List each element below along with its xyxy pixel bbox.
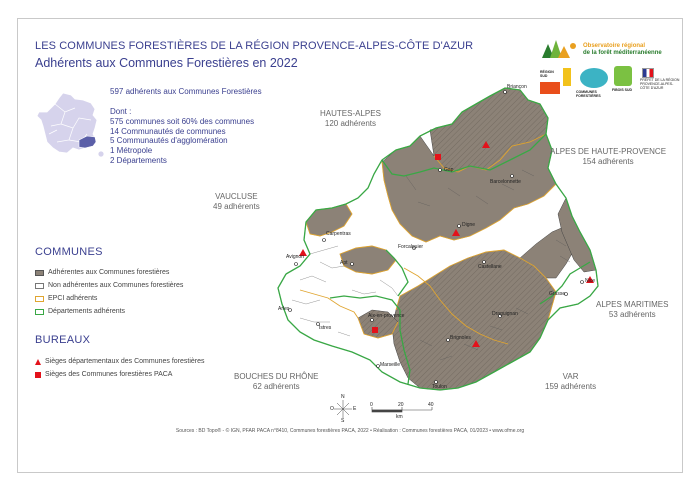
city-label: Carpentras	[326, 231, 351, 237]
square-icon	[35, 372, 41, 378]
legend-communes-title: COMMUNES	[35, 246, 103, 258]
scale-unit: km	[396, 414, 403, 420]
communes-forestieres-text: COMMUNES FORESTIÈRES	[576, 90, 601, 98]
compass-north: N	[341, 394, 345, 400]
legend-item-members	[35, 269, 169, 276]
city-label: Istres	[319, 325, 332, 331]
dept-count: 53 adhérents	[608, 310, 656, 319]
compass-east: E	[353, 406, 357, 412]
breakdown-line: 1 Métropole	[110, 146, 153, 156]
map-subtitle: Adhérents aux Communes Forestières en 2022	[35, 56, 298, 70]
breakdown-line: 14 Communautés de communes	[110, 126, 226, 136]
legend-item-departmental-office	[35, 358, 205, 365]
city-label: Marseille	[380, 362, 401, 368]
sources-footer: Sources : BD Topo® - © IGN, PFAR PACA n°8410, Communes forestières PACA, 2022 • Réalisation : Communes forestières PACA, 01/2023 • www.ofme.org	[175, 428, 525, 434]
dept-name: VAR	[562, 372, 579, 381]
scale-label: 40	[428, 402, 434, 408]
city-label: Grasse	[549, 291, 566, 297]
legend-label: Sièges départementaux des Communes forestières	[45, 358, 205, 365]
flag-icon	[563, 68, 571, 86]
legend-swatch-department	[35, 309, 44, 315]
legend-item-non-members	[35, 282, 183, 289]
legend-label: Non adhérentes aux Communes forestières	[48, 282, 184, 289]
dept-count: 62 adhérents	[252, 382, 300, 391]
dept-name: ALPES MARITIMES	[596, 300, 669, 309]
fibois-text: FIBOIS SUD	[612, 88, 633, 92]
compass-south: S	[341, 418, 345, 424]
observatoire-title: Observatoire régional	[583, 43, 646, 49]
dept-count: 154 adhérents	[582, 157, 634, 166]
legend-label: EPCI adhérents	[48, 295, 98, 302]
dept-label-bouches-du-rhone	[234, 372, 318, 392]
communes-forestieres-logo	[580, 68, 608, 88]
dept-count: 120 adhérents	[324, 119, 377, 128]
city-label: Arles	[278, 306, 290, 312]
partner-logos	[540, 38, 680, 100]
city-label: Aix-en-provence	[368, 313, 405, 319]
dept-label-alpes-maritimes	[596, 300, 668, 320]
compass-west: O	[330, 406, 334, 412]
legend-item-epci	[35, 295, 97, 302]
map-title: LES COMMUNES FORESTIÈRES DE LA RÉGION PROVENCE-ALPES-CÔTE D'AZUR	[35, 40, 474, 52]
legend-swatch-white	[35, 283, 44, 289]
legend-label: Adhérentes aux Communes forestières	[48, 269, 170, 276]
breakdown-intro: Dont :	[110, 107, 132, 116]
prefet-flag-icon	[642, 68, 654, 78]
dept-count: 49 adhérents	[213, 202, 260, 211]
fibois-logo	[614, 66, 632, 86]
legend-label: Sièges des Communes forestières PACA	[45, 371, 173, 378]
breakdown-line: 2 Départements	[110, 155, 167, 165]
dept-label-alpes-de-haute-provence	[550, 147, 666, 167]
city-label: Nice	[585, 278, 596, 284]
legend-swatch-epci	[35, 296, 44, 302]
region-sud-text: RÉGION SUD	[540, 70, 554, 78]
dept-label-vaucluse	[213, 192, 260, 212]
city-label: Gap	[444, 167, 454, 173]
dept-count: 159 adhérents	[545, 382, 597, 391]
city-label: Brignoles	[450, 335, 471, 341]
dept-name: HAUTES-ALPES	[320, 109, 381, 118]
city-label: Avignon	[286, 254, 304, 260]
city-label: Draguignan	[492, 311, 518, 317]
dept-label-hautes-alpes	[320, 109, 381, 129]
legend-swatch-grey	[35, 270, 44, 276]
prefet-text: PRÉFET DE LA RÉGION PROVENCE-ALPES-CÔTE D'AZUR	[640, 78, 680, 90]
observatoire-subtitle: de la forêt méditerranéenne	[583, 50, 662, 56]
city-label: Barcelonnette	[490, 179, 521, 185]
city-label: Forcalquier	[398, 244, 424, 250]
city-label: Briançon	[507, 84, 527, 90]
compass-rose	[334, 400, 352, 418]
city-label: Digne	[462, 222, 476, 228]
dept-label-var	[545, 372, 596, 392]
region-sud-band	[540, 82, 560, 94]
breakdown-line: 575 communes soit 60% des communes	[110, 116, 255, 126]
observatoire-logo-icon	[540, 38, 580, 60]
dept-name: VAUCLUSE	[215, 192, 258, 201]
region-sud-logo	[540, 68, 560, 94]
city-label: Toulon	[432, 384, 447, 390]
legend-bureaux-title: BUREAUX	[35, 334, 91, 346]
scale-label: 0	[370, 402, 373, 408]
triangle-icon	[35, 359, 41, 365]
breakdown-line: 5 Communautés d'agglomération	[110, 136, 228, 146]
dept-name: BOUCHES DU RHÔNE	[234, 372, 319, 381]
city-label: Apt	[340, 260, 348, 266]
legend-label: Départements adhérents	[48, 308, 126, 315]
city-label: Castellane	[478, 264, 502, 270]
legend-item-departments	[35, 308, 125, 315]
total-members: 597 adhérents aux Communes Forestières	[110, 87, 262, 96]
legend-item-regional-office	[35, 371, 172, 378]
dept-name: ALPES DE HAUTE-PROVENCE	[550, 147, 667, 156]
scale-label: 20	[398, 402, 404, 408]
